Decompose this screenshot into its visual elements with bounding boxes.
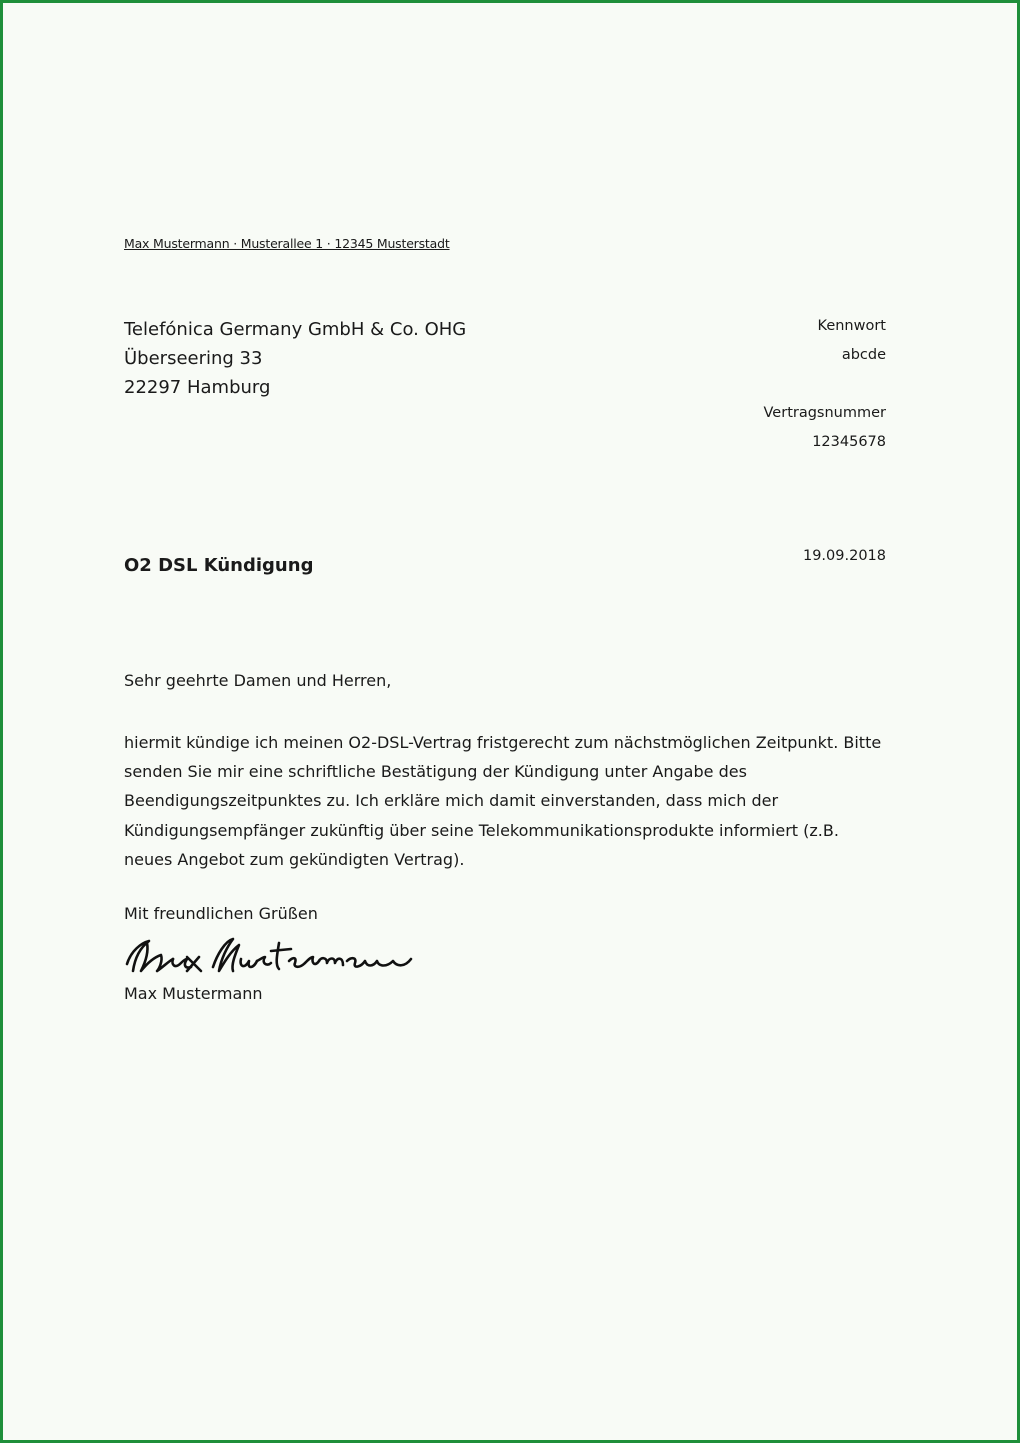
salutation: Sehr geehrte Damen und Herren, [124, 671, 392, 690]
recipient-address [124, 315, 466, 402]
letter-body: hiermit kündige ich meinen O2-DSL-Vertrag fristgerecht zum nächstmöglichen Zeitpunkt. Bitte senden Sie mir eine schriftliche Bestätigung der Kündigung unter Angabe des Beendigungszeitpunktes zu. Ich erkläre mich damit einverstanden, dass mich der Kündigungsempfänger zukünftig über seine Telekommunikationsprodukte informiert (z.B. neues Angebot zum gekündigten Vertrag). [124, 733, 882, 869]
handwritten-signature [121, 931, 421, 985]
closing-phrase: Mit freundlichen Grüßen [124, 904, 318, 923]
signer-name: Max Mustermann [124, 984, 263, 1003]
kennwort-label: Kennwort [817, 318, 886, 334]
vertragsnummer-label: Vertragsnummer [763, 405, 886, 421]
recipient-street: Überseering 33 [124, 348, 263, 369]
letter-subject: O2 DSL Kündigung [124, 555, 314, 576]
recipient-city: 22297 Hamburg [124, 377, 271, 398]
sender-address-line: Max Mustermann · Musterallee 1 · 12345 Musterstadt [124, 236, 450, 251]
vertragsnummer-value: 12345678 [812, 434, 886, 450]
letter-date: 19.09.2018 [802, 548, 886, 564]
recipient-company: Telefónica Germany GmbH & Co. OHG [124, 319, 467, 340]
signature-graphic [121, 931, 421, 981]
kennwort-value: abcde [841, 347, 886, 363]
